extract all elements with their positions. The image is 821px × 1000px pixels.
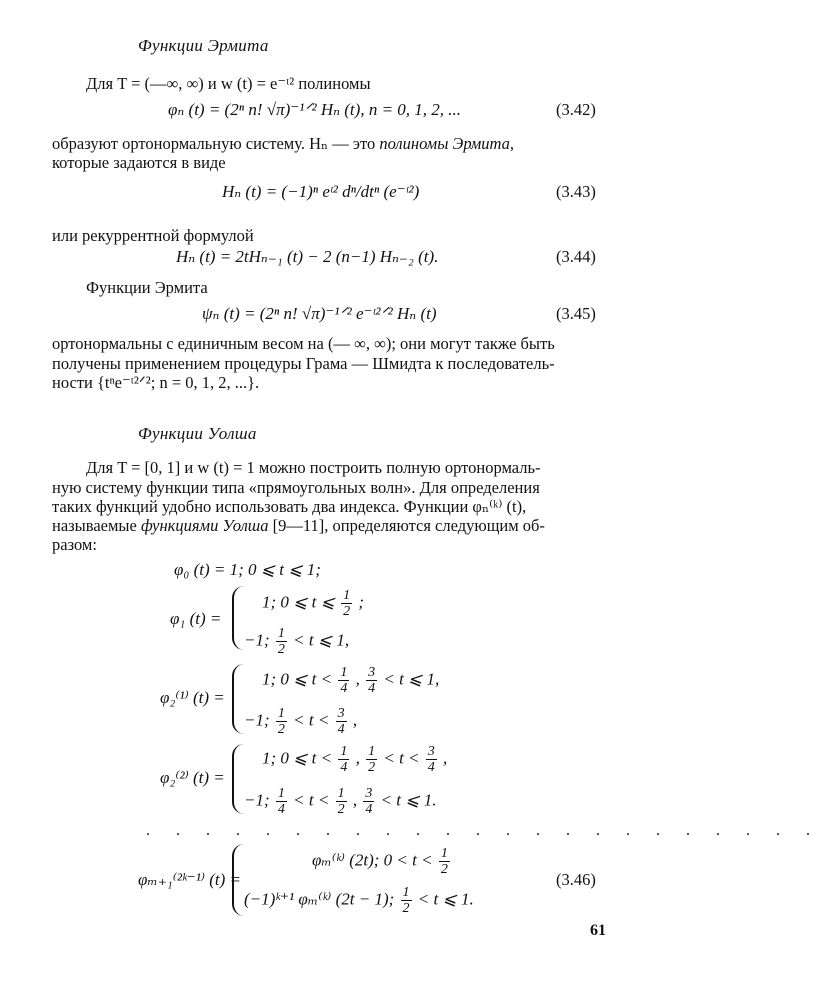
equation-number-3-46: (3.46) [556,870,596,889]
hermite-intro: Для T = (—∞, ∞) и w (t) = e⁻ᵗ² полиномы [86,74,371,93]
equation-3-46-row2-end: < t ⩽ 1. [417,889,474,909]
fraction-one-half [276,706,287,737]
walsh-phi0: φ₀ (t) = 1; 0 ⩽ t ⩽ 1; [174,560,321,579]
fraction-numerator: 1 [277,626,285,641]
fraction-numerator: 1 [337,786,345,801]
section-heading-walsh: Функции Уолша [138,424,257,443]
hermite-polynomials-term: полиномы Эрмита, [379,134,515,153]
hermite-functions-label: Функции Эрмита [86,278,208,297]
fraction-numerator: 3 [365,786,373,801]
equation-3-46-brace [232,844,244,916]
fraction-one-half [401,885,412,916]
fraction-one-quarter [276,786,287,817]
hermite-para2-line3: ности {tⁿe⁻ᵗ²ᐟ²; n = 0, 1, 2, ...}. [52,373,260,392]
fraction-numerator: 1 [277,786,285,801]
walsh-phi22-row1-sep: , [355,748,360,768]
equation-3-46-row1-text: φₘ⁽ᵏ⁾ (2t); 0 < t < [312,850,433,870]
walsh-phi1-row2 [244,626,349,657]
walsh-phi1-row1-end: ; [358,592,365,612]
walsh-phi22-row1-mid: < t < [383,748,420,768]
hermite-para2-line2: получены применением процедуры Грама — Шмидта к последователь- [52,354,555,373]
fraction-denominator: 4 [365,802,373,817]
walsh-phi21-brace [232,664,244,734]
fraction-numerator: 1 [343,588,351,603]
equation-3-44: Hₙ (t) = 2tHₙ₋₁ (t) − 2 (n−1) Hₙ₋₂ (t). [176,247,439,266]
fraction-denominator: 2 [277,722,285,737]
equation-3-46-row1 [312,846,452,877]
hermite-para1-line1 [52,134,514,154]
fraction-numerator: 1 [368,744,376,759]
walsh-phi1-brace [232,586,244,650]
fraction-denominator: 4 [427,760,435,775]
walsh-phi21-row2 [244,706,357,737]
walsh-phi1-row1 [262,588,364,619]
walsh-line2: ную систему функции типа «прямоугольных волн». Для определения [52,478,540,497]
fraction-three-quarters [366,665,377,696]
fraction-denominator: 2 [440,862,448,877]
fraction-one-half [336,786,347,817]
fraction-denominator: 4 [337,722,345,737]
fraction-one-half [341,588,352,619]
walsh-functions-term: функциями Уолша [140,516,269,535]
fraction-denominator: 4 [340,681,348,696]
fraction-one-half [439,846,450,877]
walsh-phi22-lhs: φ₂⁽²⁾ (t) = [160,768,225,787]
hermite-para1-line2: которые задаются в виде [52,153,226,172]
walsh-phi22-row2-end: < t ⩽ 1. [380,790,437,810]
equation-3-46-row2 [244,885,474,916]
walsh-phi21-row2-mid: < t < [293,710,330,730]
walsh-line4 [52,516,545,536]
dots-separator: . . . . . . . . . . . . . . . . . . . . . . . [146,822,821,839]
fraction-denominator: 2 [402,901,410,916]
walsh-phi21-row1 [262,665,439,696]
fraction-numerator: 3 [368,665,376,680]
walsh-phi21-row2-text: −1; [244,710,270,730]
fraction-denominator: 2 [343,604,351,619]
fraction-three-quarters [336,706,347,737]
fraction-denominator: 4 [340,760,348,775]
fraction-numerator: 1 [340,665,348,680]
walsh-phi1-lhs: φ₁ (t) = [170,609,222,628]
fraction-numerator: 1 [277,706,285,721]
page-number: 61 [590,922,606,939]
walsh-phi21-lhs: φ₂⁽¹⁾ (t) = [160,688,225,707]
walsh-phi21-row2-end: , [352,710,358,730]
fraction-numerator: 1 [340,744,348,759]
walsh-phi1-row2-end: < t ⩽ 1, [293,630,350,650]
fraction-numerator: 3 [427,744,435,759]
walsh-line4-suffix: [9—11], определяются следующим об- [268,516,545,535]
fraction-denominator: 2 [337,802,345,817]
fraction-numerator: 1 [440,846,448,861]
fraction-one-quarter [338,744,349,775]
equation-number-3-44: (3.44) [556,247,596,266]
fraction-denominator: 2 [368,760,376,775]
fraction-three-quarters [363,786,374,817]
section-heading-hermite: Функции Эрмита [138,36,269,55]
walsh-phi1-row1-text: 1; 0 ⩽ t ⩽ [262,592,335,612]
walsh-phi22-row2-sep: , [352,790,358,810]
hermite-para2-line1: ортонормальны с единичным весом на (— ∞, ∞); они могут также быть [52,334,555,353]
equation-3-46-lhs: φₘ₊₁⁽²ᵏ⁻¹⁾ (t) = [138,870,242,889]
walsh-line3: таких функций удобно использовать два индекса. Функции φₙ⁽ᵏ⁾ (t), [52,497,527,516]
equation-number-3-43: (3.43) [556,182,596,201]
fraction-denominator: 2 [277,642,285,657]
equation-3-43: Hₙ (t) = (−1)ⁿ eᵗ² dⁿ/dtⁿ (e⁻ᵗ²) [222,182,420,201]
walsh-phi22-brace [232,744,244,814]
hermite-para1-text: образуют ортонормальную систему. Hₙ — это [52,134,380,153]
fraction-one-half [366,744,377,775]
recurrence-text: или рекуррентной формулой [52,226,254,245]
fraction-denominator: 4 [368,681,376,696]
walsh-phi21-row1-end: < t ⩽ 1, [383,669,440,689]
walsh-phi21-row1-text: 1; 0 ⩽ t < [262,669,333,689]
walsh-phi22-row1-text: 1; 0 ⩽ t < [262,748,333,768]
equation-number-3-42: (3.42) [556,100,596,119]
fraction-one-half [276,626,287,657]
walsh-phi22-row2-text: −1; [244,790,270,810]
fraction-numerator: 1 [402,885,410,900]
equation-3-45: ψₙ (t) = (2ⁿ n! √π)⁻¹ᐟ² e⁻ᵗ²ᐟ² Hₙ (t) [202,304,437,323]
walsh-phi1-row2-text: −1; [244,630,270,650]
equation-3-46-row2-text: (−1)ᵏ⁺¹ φₘ⁽ᵏ⁾ (2t − 1); [244,889,395,909]
equation-3-42: φₙ (t) = (2ⁿ n! √π)⁻¹ᐟ² Hₙ (t), n = 0, 1, 2, ... [168,100,462,119]
walsh-line1: Для T = [0, 1] и w (t) = 1 можно построить полную ортонормаль- [86,458,541,477]
walsh-phi22-row2 [244,786,437,817]
equation-number-3-45: (3.45) [556,304,596,323]
fraction-numerator: 3 [337,706,345,721]
walsh-phi22-row1-end: , [443,748,448,768]
fraction-one-quarter [338,665,349,696]
fraction-three-quarters [426,744,437,775]
fraction-denominator: 4 [277,802,285,817]
walsh-phi22-row2-mid: < t < [293,790,330,810]
walsh-line5: разом: [52,535,97,554]
walsh-line4-prefix: называемые [52,516,141,535]
walsh-phi22-row1 [262,744,447,775]
walsh-phi21-row1-sep: , [355,669,360,689]
